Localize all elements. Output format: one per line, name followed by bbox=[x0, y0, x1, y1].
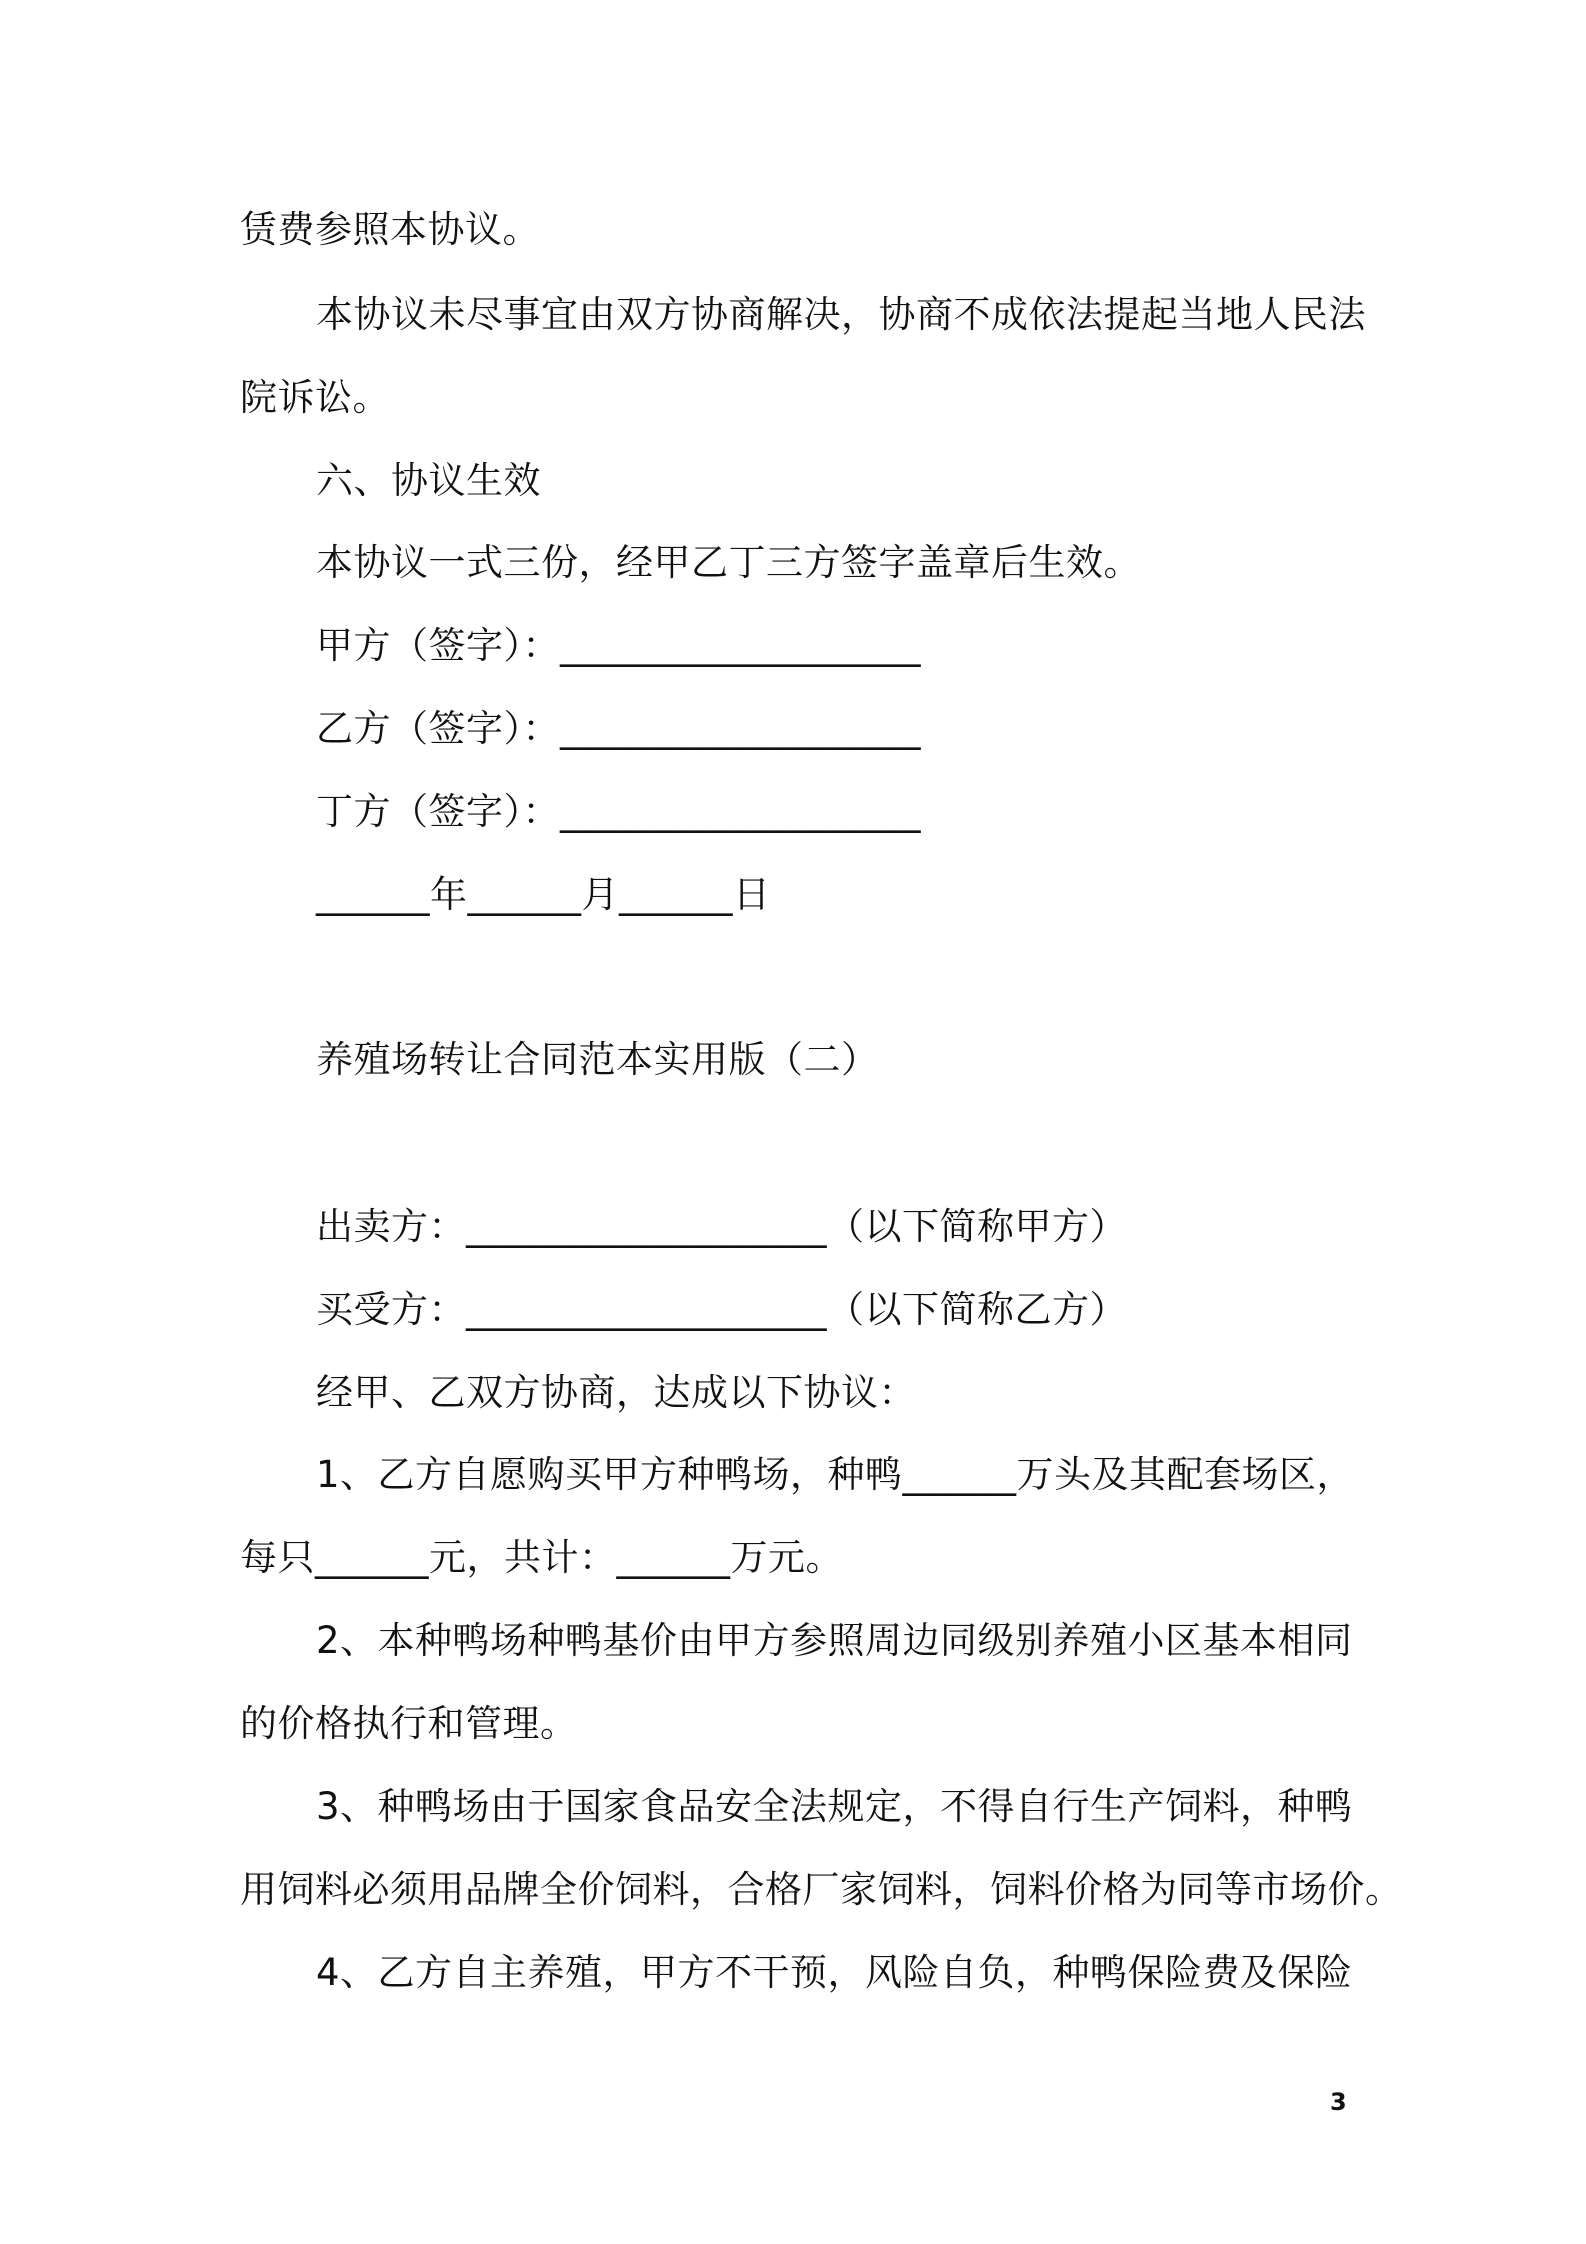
clause-4-line-1: 4、乙方自主养殖，甲方不干预，风险自负，种鸭保险费及保险 bbox=[316, 1951, 1353, 1994]
date-line: ______年______月______日 bbox=[316, 873, 771, 916]
text-line-5: 本协议一式三份，经甲乙丁三方签字盖章后生效。 bbox=[316, 541, 1141, 584]
seller-line: 出卖方：___________________（以下简称甲方） bbox=[316, 1205, 1127, 1248]
buyer-line: 买受方：___________________（以下简称乙方） bbox=[316, 1288, 1127, 1331]
text-line-2: 本协议未尽事宜由双方协商解决，协商不成依法提起当地人民法 bbox=[316, 293, 1366, 336]
document-title: 养殖场转让合同范本实用版（二） bbox=[316, 1038, 879, 1081]
page-number: 3 bbox=[1330, 2088, 1347, 2116]
clause-3-line-1: 3、种鸭场由于国家食品安全法规定，不得自行生产饲料，种鸭 bbox=[316, 1785, 1353, 1828]
section-heading-agreement-effect: 六、协议生效 bbox=[316, 459, 541, 502]
signature-line-party-b: 乙方（签字）：___________________ bbox=[316, 707, 921, 750]
clause-1-line-1: 1、乙方自愿购买甲方种鸭场，种鸭______万头及其配套场区， bbox=[316, 1453, 1355, 1496]
clause-1-line-2: 每只______元，共计：______万元。 bbox=[240, 1536, 843, 1579]
signature-line-party-d: 丁方（签字）：___________________ bbox=[316, 790, 921, 833]
clause-2-line-2: 的价格执行和管理。 bbox=[240, 1702, 578, 1745]
clause-2-line-1: 2、本种鸭场种鸭基价由甲方参照周边同级别养殖小区基本相同 bbox=[316, 1619, 1353, 1662]
signature-line-party-a: 甲方（签字）：___________________ bbox=[316, 624, 921, 667]
text-line-13: 经甲、乙双方协商，达成以下协议： bbox=[316, 1371, 916, 1414]
text-line-1: 赁费参照本协议。 bbox=[240, 208, 540, 251]
clause-3-line-2: 用饲料必须用品牌全价饲料，合格厂家饲料，饲料价格为同等市场价。 bbox=[240, 1868, 1403, 1911]
text-line-3: 院诉讼。 bbox=[240, 376, 390, 419]
